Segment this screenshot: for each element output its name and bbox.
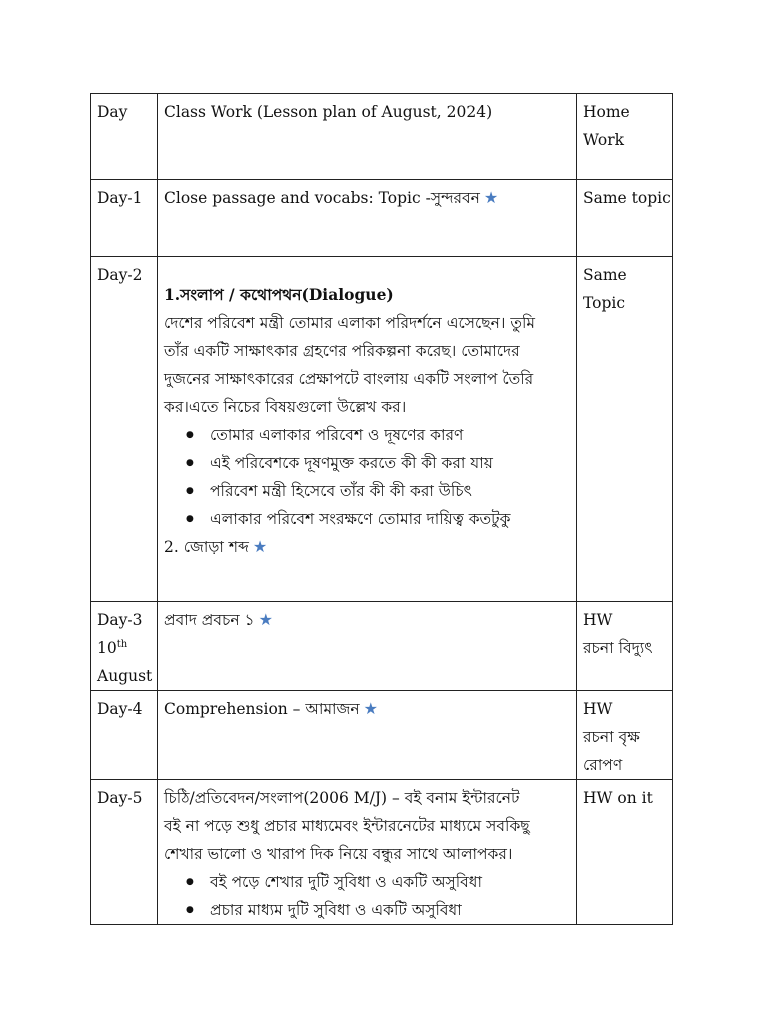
day1-homework: Same topic	[583, 189, 671, 207]
day5-day-cell	[91, 780, 158, 925]
day1-classwork: Close passage and vocabs: Topic -সুন্দরবন	[164, 189, 480, 207]
day2-para-line3: দুজনের সাক্ষাৎকারের প্রেক্ষাপটে বাংলায় একটি সংলাপ তৈরি	[164, 370, 534, 388]
day3-label: Day-3	[97, 611, 143, 629]
day1-homework-cell	[577, 180, 673, 257]
day2-homework-cell	[577, 257, 673, 602]
list-item: ● এলাকার পরিবেশ সংরক্ষণে তোমার দায়িত্ব কতটুকু	[210, 505, 570, 533]
list-item: ● এই পরিবেশকে দূষণমুক্ত করতে কী কী করা যায়	[210, 449, 570, 477]
day3-date-sup: th	[116, 638, 128, 650]
star-icon: ★	[483, 188, 499, 207]
day5-classwork-cell	[158, 780, 577, 925]
day2-bullet-list	[164, 421, 570, 533]
day5-para-line3: শেখার ভালো ও খারাপ দিক নিয়ে বন্ধুর সাথে আলাপকর।	[164, 845, 513, 863]
table-row-day4	[91, 691, 673, 780]
day1-day-cell	[91, 180, 158, 257]
table-row-day3	[91, 602, 673, 691]
list-item: ● তোমার এলাকার পরিবেশ ও দূষণের কারণ	[210, 421, 570, 449]
day4-homework-line1: HW	[583, 700, 613, 718]
day3-homework-line1: HW	[583, 611, 613, 629]
day2-label: Day-2	[97, 266, 143, 284]
day2-extra: 2. জোড়া শব্দ	[164, 538, 249, 556]
day1-classwork-cell	[158, 180, 577, 257]
day4-label: Day-4	[97, 700, 143, 718]
day4-classwork-cell	[158, 691, 577, 780]
day1-label: Day-1	[97, 189, 143, 207]
day2-homework-line2: Topic	[583, 294, 626, 312]
table-row-day2	[91, 257, 673, 602]
day2-day-cell	[91, 257, 158, 602]
header-homework-line2: Work	[583, 131, 625, 149]
header-homework-line1: Home	[583, 103, 630, 121]
day2-para-line2: তাঁর একটি সাক্ষাৎকার গ্রহণের পরিকল্পনা করেছ। তোমাদের	[164, 342, 520, 360]
table-header-row	[91, 94, 673, 180]
day4-day-cell	[91, 691, 158, 780]
day3-homework-line2: রচনা বিদ্যুৎ	[583, 639, 653, 657]
header-classwork: Class Work (Lesson plan of August, 2024)	[164, 103, 493, 121]
header-day: Day	[97, 103, 128, 121]
day5-homework: HW on it	[583, 789, 653, 807]
day2-para-line4: কর।এতে নিচের বিষয়গুলো উল্লেখ কর।	[164, 398, 407, 416]
table-row-day5	[91, 780, 673, 925]
day3-date-num: 10	[97, 639, 117, 657]
lesson-plan-table	[90, 93, 673, 925]
star-icon: ★	[258, 610, 273, 629]
day4-classwork: Comprehension – আমাজন	[164, 700, 360, 718]
day3-day-cell	[91, 602, 158, 691]
day4-homework-line3: রোপণ	[583, 756, 623, 774]
day2-homework-line1: Same	[583, 266, 627, 284]
day5-bullet-list	[164, 868, 570, 924]
list-item: ● পরিবেশ মন্ত্রী হিসেবে তাঁর কী কী করা উচিৎ	[210, 477, 570, 505]
list-item: ● বই পড়ে শেখার দুটি সুবিধা ও একটি অসুবিধা	[210, 868, 570, 896]
header-classwork-cell	[158, 94, 577, 180]
day3-homework-cell	[577, 602, 673, 691]
day3-month: August	[97, 667, 153, 685]
day2-classwork-cell	[158, 257, 577, 602]
star-icon: ★	[363, 699, 379, 718]
day2-title: 1.সংলাপ / কথোপথন(Dialogue)	[164, 285, 394, 304]
day5-homework-cell	[577, 780, 673, 925]
star-icon: ★	[252, 537, 268, 556]
day5-label: Day-5	[97, 789, 143, 807]
day5-para-line1: চিঠি/প্রতিবেদন/সংলাপ(2006 M/J) – বই বনাম ইন্টারনেট	[164, 789, 520, 807]
day4-homework-line2: রচনা বৃক্ষ	[583, 728, 640, 746]
day4-homework-cell	[577, 691, 673, 780]
day2-para-line1: দেশের পরিবেশ মন্ত্রী তোমার এলাকা পরিদর্শনে এসেছেন। তুমি	[164, 314, 535, 332]
header-homework-cell	[577, 94, 673, 180]
list-item: ● প্রচার মাধ্যম দুটি সুবিধা ও একটি অসুবিধা	[210, 896, 570, 924]
header-day-cell	[91, 94, 158, 180]
day3-classwork: প্রবাদ প্রবচন ১	[164, 611, 255, 629]
day5-para-line2: বই না পড়ে শুধু প্রচার মাধ্যমেবং ইন্টারনেটের মাধ্যমে সবকিছু	[164, 817, 530, 835]
table-row-day1	[91, 180, 673, 257]
day3-classwork-cell	[158, 602, 577, 691]
